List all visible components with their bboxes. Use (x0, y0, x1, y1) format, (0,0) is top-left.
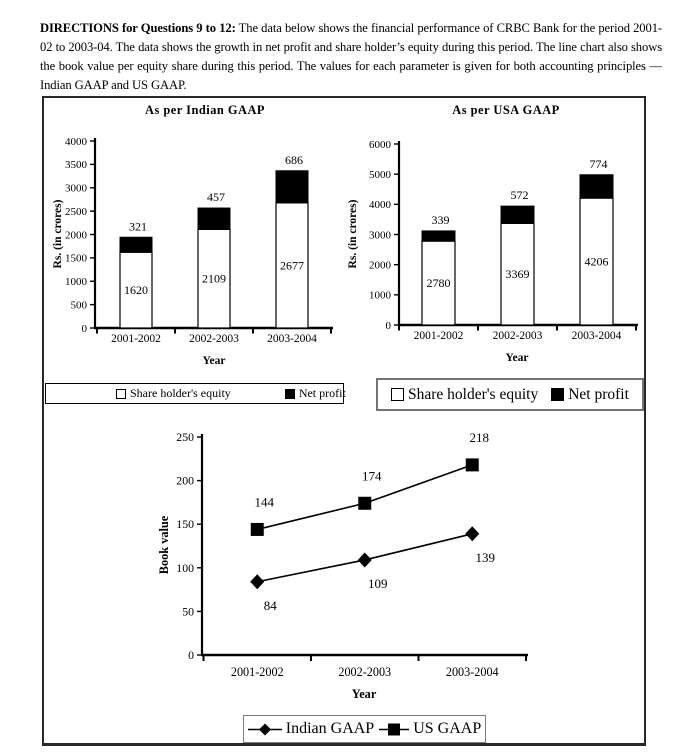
legend-item-net-profit (285, 386, 346, 401)
y-axis-title: Book value (157, 515, 171, 575)
share-holders-equity-swatch-icon (116, 389, 126, 399)
legend-item-net-profit (551, 386, 629, 404)
net-profit-swatch-icon (551, 388, 564, 401)
y-tick-label: 3000 (369, 229, 391, 242)
usa-gaap-bar-legend (376, 378, 644, 411)
diamond-marker (465, 526, 479, 541)
y-tick-label: 0 (188, 648, 194, 662)
bar-net-profit (422, 231, 455, 241)
legend-label-equity: Share holder's equity (130, 386, 231, 400)
legend-item-equity (116, 386, 231, 401)
legend-label-net-profit: Net profit (568, 385, 629, 403)
equity-value-label: 2109 (202, 271, 226, 286)
y-tick-label: 6000 (369, 138, 391, 151)
square-marker (466, 458, 479, 471)
point-value-label: 144 (254, 494, 274, 510)
point-value-label: 139 (475, 549, 495, 565)
net-profit-value-label: 339 (431, 212, 450, 227)
y-tick-label: 2500 (65, 205, 87, 218)
net-profit-value-label: 686 (285, 152, 303, 167)
net-profit-value-label: 321 (129, 219, 147, 234)
category-label: 2001-2002 (413, 330, 464, 342)
y-axis-title: Rs. (in crores) (347, 199, 359, 269)
bar-net-profit (276, 171, 308, 203)
indian-gaap-bar-legend (45, 383, 344, 404)
directions (40, 19, 662, 96)
charts-canvas (44, 98, 644, 743)
y-tick-label: 0 (385, 319, 391, 332)
bar-net-profit (198, 208, 230, 229)
equity-value-label: 4206 (584, 254, 609, 269)
y-tick-label: 100 (176, 560, 194, 575)
x-axis-title: Year (351, 687, 377, 701)
point-value-label: 84 (263, 597, 277, 613)
y-tick-label: 1000 (65, 276, 87, 289)
category-label: 2003-2004 (571, 330, 622, 342)
legend-item-equity (391, 386, 538, 404)
y-tick-label: 250 (176, 430, 194, 444)
legend-label-equity: Share holder's equity (408, 385, 539, 403)
category-label: 2003-2004 (445, 665, 499, 679)
x-axis-title: Year (202, 355, 226, 367)
y-tick-label: 50 (182, 604, 194, 619)
equity-value-label: 2677 (280, 258, 304, 273)
legend-label-indian-gaap: Indian GAAP (285, 720, 375, 737)
us-gaap-marker-icon (379, 722, 409, 737)
figure-panel (42, 96, 646, 746)
net-profit-value-label: 572 (510, 188, 529, 203)
y-tick-label: 500 (70, 299, 87, 312)
y-tick-label: 2000 (65, 229, 87, 242)
y-tick-label: 3500 (65, 159, 87, 172)
point-value-label: 174 (362, 468, 382, 484)
bar-net-profit (580, 175, 613, 198)
diamond-marker (358, 552, 372, 567)
y-tick-label: 3000 (65, 182, 87, 195)
chart-title: As per Indian GAAP (145, 103, 265, 117)
category-label: 2002-2003 (338, 665, 392, 679)
chart-title: As per USA GAAP (452, 103, 560, 117)
y-tick-label: 0 (81, 322, 87, 335)
bar-net-profit (501, 206, 534, 223)
square-marker (358, 497, 371, 510)
legend-item-indian-gaap (248, 720, 374, 738)
line-chart-legend (243, 715, 486, 743)
legend-label-net-profit: Net profit (298, 386, 346, 400)
legend-label-us-gaap: US GAAP (413, 720, 482, 737)
net-profit-value-label: 774 (589, 156, 608, 171)
y-tick-label: 4000 (65, 135, 87, 148)
diamond-marker (250, 574, 264, 589)
equity-value-label: 2780 (426, 276, 451, 291)
square-marker (251, 523, 264, 536)
legend-item-us-gaap (379, 720, 481, 738)
equity-value-label: 3369 (505, 267, 530, 282)
y-tick-label: 1500 (65, 252, 87, 265)
y-tick-label: 4000 (369, 199, 391, 212)
directions-body: The data below shows the financial performance of CRBC Bank for the period 2001-02 to 2003-04. The data shows the growth in net profit and share holder’s equity during this period. The line chart also shows the book value per equity share during this period. The values for each parameter is given for both accounting principles — Indian GAAP and US GAAP. (40, 20, 662, 93)
y-tick-label: 5000 (369, 168, 391, 181)
directions-label: DIRECTIONS for Questions 9 to 12: (40, 20, 236, 35)
category-label: 2002-2003 (189, 333, 239, 345)
indian-gaap-marker-icon (248, 722, 282, 737)
y-axis-title: Rs. (in crores) (52, 199, 64, 269)
y-tick-label: 1000 (369, 289, 391, 302)
y-tick-label: 2000 (369, 259, 391, 272)
net-profit-swatch-icon (285, 389, 295, 399)
y-tick-label: 200 (176, 473, 194, 488)
category-label: 2003-2004 (267, 333, 317, 345)
net-profit-value-label: 457 (207, 190, 225, 205)
share-holders-equity-swatch-icon (391, 388, 404, 401)
bar-net-profit (120, 237, 152, 252)
x-axis-title: Year (505, 352, 529, 364)
point-value-label: 218 (469, 429, 489, 445)
equity-value-label: 1620 (124, 283, 148, 298)
category-label: 2001-2002 (111, 333, 161, 345)
point-value-label: 109 (368, 575, 388, 591)
y-tick-label: 150 (176, 517, 194, 532)
category-label: 2001-2002 (230, 665, 284, 679)
category-label: 2002-2003 (492, 330, 543, 342)
